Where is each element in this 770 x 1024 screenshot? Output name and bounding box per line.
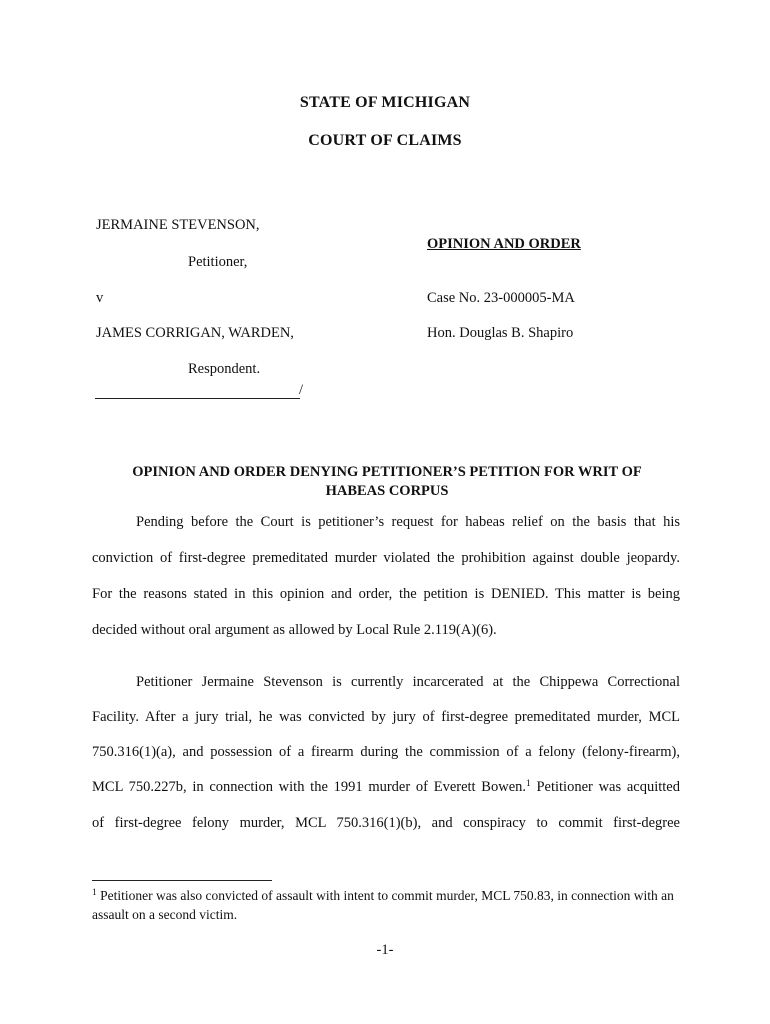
petitioner-name: JERMAINE STEVENSON, — [96, 217, 260, 233]
petitioner-role: Petitioner, — [188, 254, 248, 270]
versus: v — [96, 290, 104, 306]
footnote — [92, 886, 682, 924]
paragraph-1-line-2: conviction of first-degree premeditated murder violated the prohibition against double jeopardy. — [92, 550, 680, 566]
paragraph-1-line-1: Pending before the Court is petitioner’s request for habeas relief on the basis that his — [136, 514, 680, 530]
footnote-text: Petitioner was also convicted of assault with intent to commit murder, MCL 750.83, in connection with an assault on a second victim. — [92, 888, 674, 922]
footnote-separator — [92, 880, 272, 881]
opinion-heading-line-1: OPINION AND ORDER DENYING PETITIONER’S PETITION FOR WRIT OF — [132, 464, 642, 480]
state-heading: STATE OF MICHIGAN — [299, 94, 471, 111]
caption-slash: / — [299, 382, 304, 398]
judge-name: Hon. Douglas B. Shapiro — [427, 325, 574, 341]
case-number: Case No. 23-000005-MA — [427, 290, 575, 306]
respondent-role: Respondent. — [188, 361, 261, 377]
respondent-name: JAMES CORRIGAN, WARDEN, — [96, 325, 294, 341]
footnote-marker: 1 — [92, 888, 97, 898]
paragraph-1-line-4: decided without oral argument as allowed by Local Rule 2.119(A)(6). — [92, 622, 497, 638]
paragraph-2-line-5: of first-degree felony murder, MCL 750.316(1)(b), and conspiracy to commit first-degree — [92, 815, 680, 831]
page-number: -1- — [376, 942, 394, 958]
paragraph-1-line-3: For the reasons stated in this opinion and order, the petition is DENIED. This matter is being — [92, 586, 680, 602]
paragraph-2-line-2: Facility. After a jury trial, he was convicted by jury of first-degree premeditated murder, MCL — [92, 709, 680, 725]
paragraph-2-line-3: 750.316(1)(a), and possession of a firearm during the commission of a felony (felony-firearm), — [92, 744, 680, 760]
opinion-heading-line-2: HABEAS CORPUS — [325, 483, 449, 499]
paragraph-2-line-4 — [92, 779, 680, 796]
paragraph-2-line-4-tail: Petitioner was acquitted — [530, 779, 680, 795]
footnote-ref[interactable]: 1 — [526, 779, 531, 789]
court-heading: COURT OF CLAIMS — [308, 132, 462, 149]
opinion-heading — [92, 463, 682, 501]
paragraph-2-line-1: Petitioner Jermaine Stevenson is currently incarcerated at the Chippewa Correctional — [136, 674, 680, 690]
signature-line — [95, 398, 300, 399]
paragraph-2-line-4-text: MCL 750.227b, in connection with the 1991 murder of Everett Bowen. — [92, 779, 526, 795]
document-type: OPINION AND ORDER — [427, 236, 581, 252]
